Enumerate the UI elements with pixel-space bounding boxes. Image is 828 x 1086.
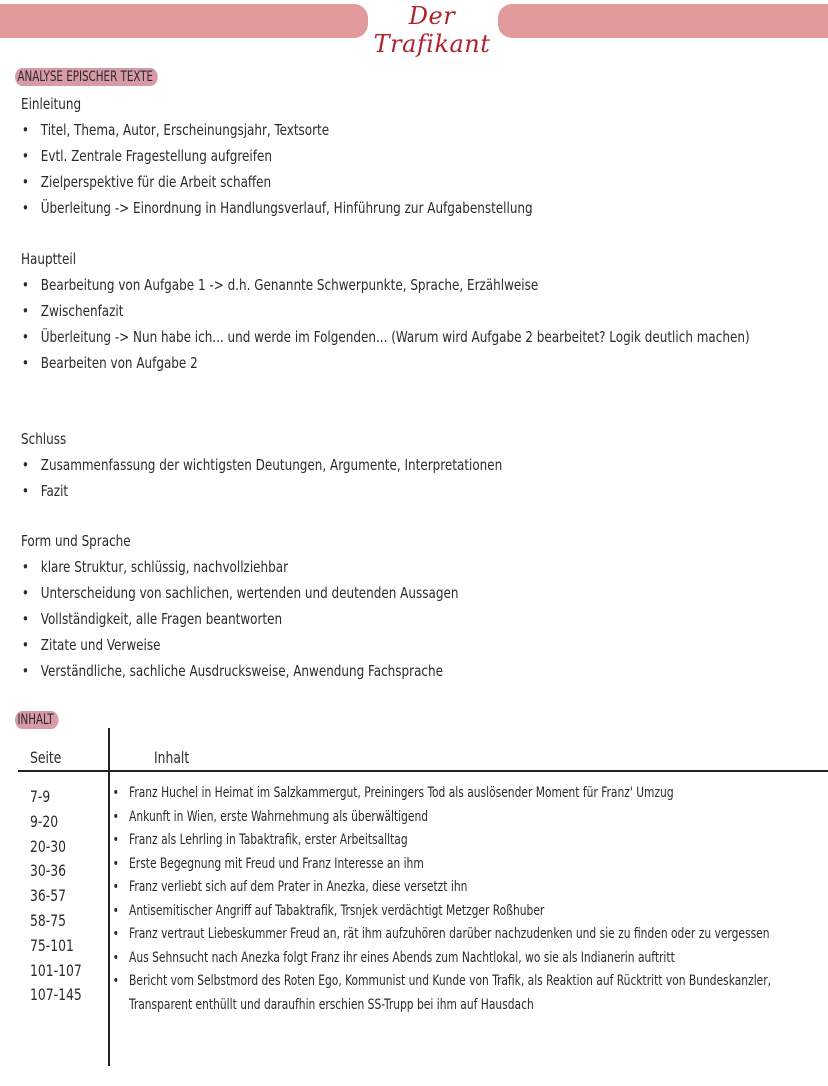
section-einleitung [21, 91, 821, 221]
list-item: • Bearbeitung von Aufgabe 1 -> d.h. Genannte Schwerpunkte, Sprache, Erzählweise [21, 272, 821, 298]
list-item: • Überleitung -> Einordnung in Handlungsverlauf, Hinführung zur Aufgabenstellung [21, 195, 821, 221]
list-item: • Verständliche, sachliche Ausdrucksweise, Anwendung Fachsprache [21, 658, 821, 684]
page-ranges [30, 785, 82, 1008]
table-header-divider [18, 770, 828, 772]
page-range: 36-57 [30, 886, 66, 906]
page-title: Der Trafikant [373, 2, 491, 58]
table-row: • Franz Huchel in Heimat im Salzkammergut, Preiningers Tod als auslösender Moment für Franz' Umzug [111, 782, 783, 806]
page-range: 75-101 [30, 935, 74, 955]
table-row: • Ankunft in Wien, erste Wahrnehmung als überwältigend [111, 806, 783, 830]
table-row: • Antisemitischer Angriff auf Tabaktrafik, Trsnjek verdächtigt Metzger Roßhuber [111, 900, 783, 924]
section-form-und-sprache [21, 528, 821, 684]
page-range: 9-20 [30, 811, 59, 831]
page-range: 107-145 [30, 985, 82, 1005]
section-heading: Hauptteil [21, 250, 77, 268]
list-item: • Unterscheidung von sachlichen, wertenden und deutenden Aussagen [21, 580, 821, 606]
table-row: • Franz verliebt sich auf dem Prater in Anezka, diese versetzt ihn [111, 876, 783, 900]
list-item: • Zitate und Verweise [21, 632, 821, 658]
table-row: • Franz vertraut Liebeskummer Freud an, rät ihm aufzuhören darüber nachzudenken und sie zu finden oder zu vergessen [111, 923, 783, 947]
list-item: • Vollständigkeit, alle Fragen beantworten [21, 606, 821, 632]
page-range: 30-36 [30, 861, 66, 881]
column-header-inhalt: Inhalt [154, 748, 190, 767]
list-item: • Zusammenfassung der wichtigsten Deutungen, Argumente, Interpretationen [21, 452, 821, 478]
list-item: • klare Struktur, schlüssig, nachvollziehbar [21, 554, 821, 580]
section-heading: Schluss [21, 430, 67, 448]
content-summaries [111, 782, 783, 1017]
section-label-analyse: ANALYSE EPISCHER TEXTE [15, 68, 158, 86]
banner-right-stripe [498, 4, 828, 38]
banner-left-stripe [0, 4, 368, 38]
list-item: • Evtl. Zentrale Fragestellung aufgreifen [21, 143, 821, 169]
list-item: • Zielperspektive für die Arbeit schaffen [21, 169, 821, 195]
title-banner [0, 2, 828, 58]
table-row: • Franz als Lehrling in Tabaktrafik, erster Arbeitsalltag [111, 829, 783, 853]
table-row: • Bericht vom Selbstmord des Roten Ego, Kommunist und Kunde von Trafik, als Reaktion auf Rücktritt von Bundeskanzler, Transparent enthüllt und daraufhin erschien SS-Trupp bei ihm auf Hausdach [111, 970, 783, 1017]
page-range: 7-9 [30, 787, 51, 806]
page-range: 58-75 [30, 910, 66, 930]
section-schluss [21, 426, 821, 504]
section-heading: Einleitung [21, 95, 82, 113]
page-range: 20-30 [30, 836, 66, 856]
table-row: • Aus Sehnsucht nach Anezka folgt Franz ihr eines Abends zum Nachtlokal, wo sie als Indianerin auftritt [111, 947, 783, 971]
list-item: • Überleitung -> Nun habe ich... und werde im Folgenden... (Warum wird Aufgabe 2 bearbeitet? Logik deutlich machen) [21, 324, 821, 350]
section-heading: Form und Sprache [21, 532, 131, 550]
table-column-divider [108, 728, 110, 1066]
column-header-seite: Seite [30, 748, 62, 767]
section-hauptteil [21, 246, 821, 376]
content-table [0, 728, 828, 1068]
list-item: • Zwischenfazit [21, 298, 821, 324]
section-label-inhalt: INHALT [15, 711, 58, 729]
table-row: • Erste Begegnung mit Freud und Franz Interesse an ihm [111, 853, 783, 877]
list-item: • Bearbeiten von Aufgabe 2 [21, 350, 821, 376]
list-item: • Fazit [21, 478, 821, 504]
list-item: • Titel, Thema, Autor, Erscheinungsjahr, Textsorte [21, 117, 821, 143]
page-range: 101-107 [30, 960, 82, 980]
